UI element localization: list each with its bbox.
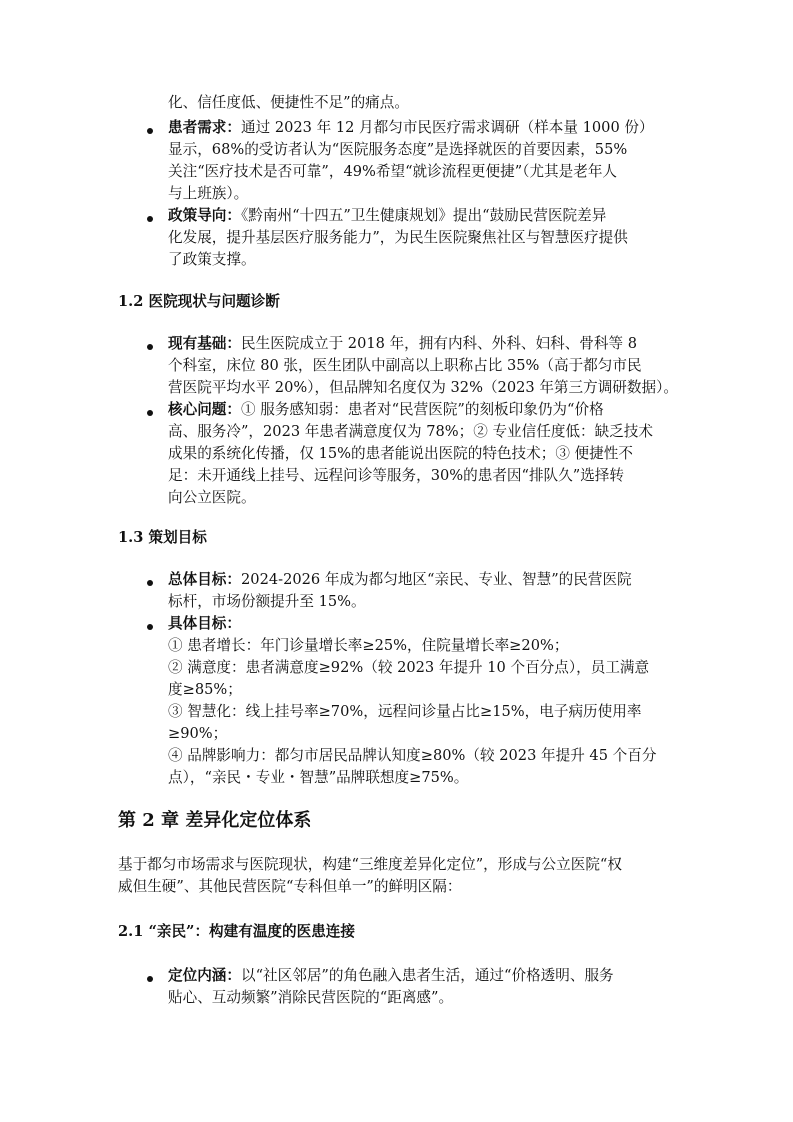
bullet-dot: [147, 216, 153, 222]
chapter-heading: 第 2 章 差异化定位体系: [118, 810, 312, 831]
paragraph-line: 基于都匀市场需求与医院现状，构建“三维度差异化定位”，形成与公立医院“权: [118, 856, 622, 873]
section-heading: 1.3 策划目标: [118, 529, 207, 546]
bullet-line: ④ 品牌影响力：都匀市居民品牌认知度≥80%（较 2023 年提升 45 个百分: [168, 747, 657, 764]
bullet-label: 具体目标: [168, 615, 227, 632]
bullet-line: 与上班族）。: [168, 185, 249, 202]
bullet-label: 定位内涵: [168, 967, 227, 984]
section-heading: 2.1 “亲民”：构建有温度的医患连接: [118, 923, 355, 940]
bullet-line: 了政策支撑。: [168, 251, 256, 268]
bullet-dot: [147, 410, 153, 416]
bullet-line: 高、服务冷”，2023 年患者满意度仅为 78%；② 专业信任度低：缺乏技术: [168, 423, 653, 440]
bullet-line: 关注“医疗技术是否可靠”，49%希望“就诊流程更便捷”（尤其是老年人: [168, 163, 618, 180]
bullet-line: 点），“亲民・专业・智慧”品牌联想度≥75%。: [168, 769, 469, 786]
bullet-dot: [147, 128, 153, 134]
bullet-line: 总体目标：2024-2026 年成为都匀地区“亲民、专业、智慧”的民营医院: [168, 571, 632, 588]
bullet-line: 显示，68%的受访者认为“医院服务态度”是选择就医的首要因素，55%: [168, 141, 628, 158]
bullet-line: 化发展，提升基层医疗服务能力”，为民生医院聚焦社区与智慧医疗提供: [168, 229, 628, 246]
bullet-line: 患者需求：通过 2023 年 12 月都匀市民医疗需求调研（样本量 1000 份）: [168, 119, 654, 136]
bullet-label: 政策导向: [168, 207, 227, 224]
bullet-line: ② 满意度：患者满意度≥92%（较 2023 年提升 10 个百分点），员工满意: [168, 659, 650, 676]
bullet-dot: [147, 624, 153, 630]
section-heading: 1.2 医院现状与问题诊断: [118, 293, 280, 310]
bullet-line: ≥90%；: [168, 725, 228, 742]
bullet-line: 个科室，床位 80 张，医生团队中副高以上职称占比 35%（高于都匀市民: [168, 357, 642, 374]
bullet-label: 总体目标: [168, 571, 227, 588]
paragraph-line: 化、信任度低、便捷性不足”的痛点。: [168, 94, 409, 111]
bullet-line: ③ 智慧化：线上挂号率≥70%，远程问诊量占比≥15%，电子病历使用率: [168, 703, 642, 720]
bullet-line: 成果的系统化传播，仅 15%的患者能说出医院的特色技术；③ 便捷性不: [168, 445, 633, 462]
bullet-line: 营医院平均水平 20%），但品牌知名度仅为 32%（2023 年第三方调研数据）。: [168, 379, 678, 396]
bullet-line: 度≥85%；: [168, 681, 242, 698]
bullet-line: 核心问题：① 服务感知弱：患者对“民营医院”的刻板印象仍为“价格: [168, 401, 604, 418]
bullet-label: 患者需求: [168, 119, 227, 136]
bullet-label: 现有基础: [168, 335, 227, 352]
paragraph-line: 威但生硬”、其他民营医院“专科但单一”的鲜明区隔：: [118, 878, 462, 895]
bullet-line: 向公立医院。: [168, 489, 256, 506]
bullet-line: 具体目标：: [168, 615, 241, 632]
bullet-label: 核心问题: [168, 401, 227, 418]
bullet-line: 政策导向：《黔南州“十四五”卫生健康规划》提出“鼓励民营医院差异: [168, 207, 607, 224]
bullet-line: 现有基础：民生医院成立于 2018 年，拥有内科、外科、妇科、骨科等 8: [168, 335, 638, 352]
bullet-line: 贴心、互动频繁”消除民营医院的“距离感”。: [168, 989, 454, 1006]
bullet-dot: [147, 344, 153, 350]
bullet-line: 定位内涵：以“社区邻居”的角色融入患者生活，通过“价格透明、服务: [168, 967, 614, 984]
bullet-line: 足：未开通线上挂号、远程问诊等服务，30%的患者因“排队久”选择转: [168, 467, 624, 484]
bullet-dot: [147, 976, 153, 982]
bullet-dot: [147, 580, 153, 586]
bullet-line: 标杆，市场份额提升至 15%。: [168, 593, 366, 610]
bullet-line: ① 患者增长：年门诊量增长率≥25%，住院量增长率≥20%；: [168, 637, 569, 654]
